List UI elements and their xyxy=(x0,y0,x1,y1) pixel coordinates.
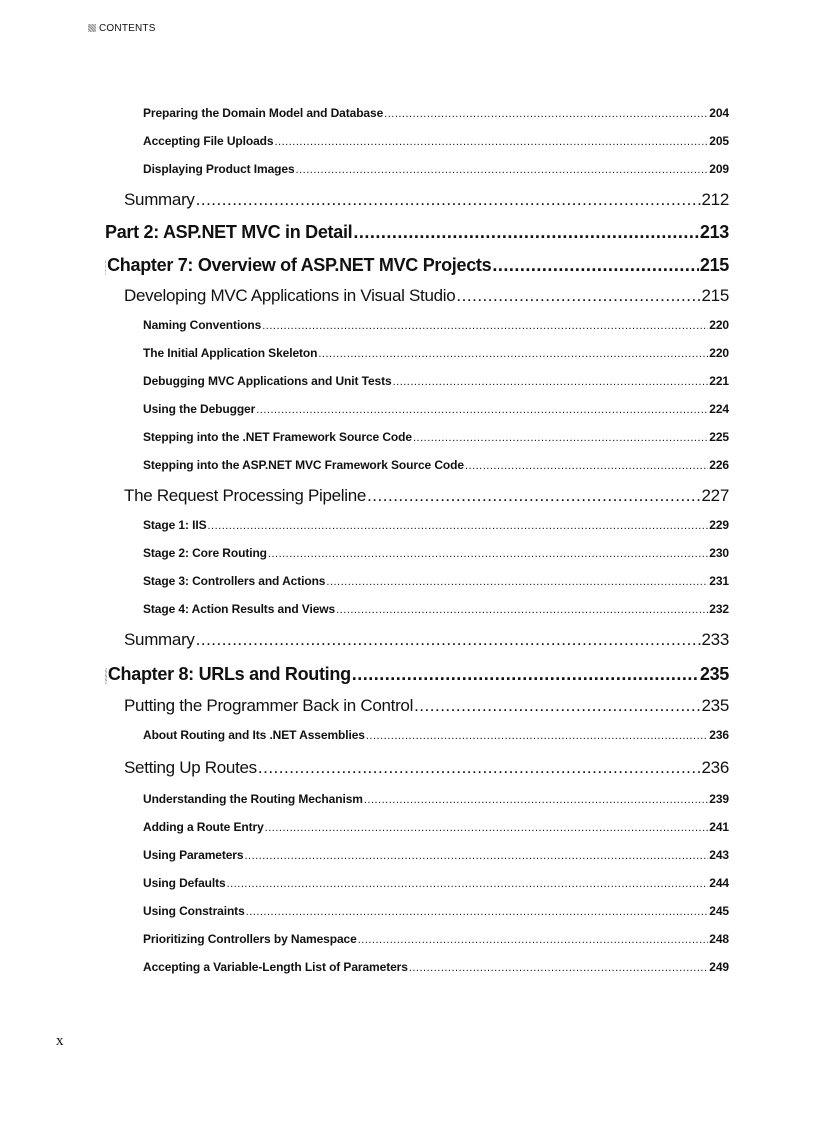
dot-leader xyxy=(196,630,701,650)
toc-entry-title: Setting Up Routes xyxy=(124,758,257,777)
toc-entry-title: Part 2: ASP.NET MVC in Detail xyxy=(105,222,353,242)
toc-entry-title: Summary xyxy=(124,630,195,649)
toc-entry-page: 249 xyxy=(709,960,729,974)
toc-entry-page: 209 xyxy=(709,162,729,176)
toc-entry-page: 224 xyxy=(709,402,729,416)
toc-entry-page: 205 xyxy=(709,134,729,148)
toc-entry-title: Stepping into the .NET Framework Source Code xyxy=(143,430,412,444)
toc-entry-title: Developing MVC Applications in Visual Studio xyxy=(124,286,456,305)
toc-entry-title: Preparing the Domain Model and Database xyxy=(143,106,384,120)
dot-leader xyxy=(336,604,708,616)
dot-leader xyxy=(352,664,699,685)
dot-leader xyxy=(275,136,709,148)
toc-entry-page: 243 xyxy=(709,848,729,862)
dot-leader xyxy=(326,576,708,588)
toc-entry-page: 236 xyxy=(709,728,729,742)
toc-entry[interactable] xyxy=(124,486,729,508)
toc-entry-title: Using Parameters xyxy=(143,848,244,862)
toc-entry[interactable] xyxy=(143,602,729,618)
dot-leader xyxy=(492,255,699,276)
toc-entry-page: 227 xyxy=(701,486,729,505)
toc-entry-page: 235 xyxy=(701,696,729,715)
toc-entry-page: 241 xyxy=(709,820,729,834)
toc-entry[interactable] xyxy=(143,932,729,948)
toc-entry[interactable] xyxy=(143,430,729,446)
toc-entry-page: 215 xyxy=(701,286,729,305)
toc-entry-title: Chapter 8: URLs and Routing xyxy=(107,664,351,684)
toc-entry-title: Stage 2: Core Routing xyxy=(143,546,267,560)
dot-leader xyxy=(296,164,709,176)
toc-entry-title: Naming Conventions xyxy=(143,318,262,332)
toc-entry-page: 230 xyxy=(709,546,729,560)
toc-entry[interactable] xyxy=(143,876,729,892)
toc-entry-title: Understanding the Routing Mechanism xyxy=(143,792,363,806)
toc-entry-title: Putting the Programmer Back in Control xyxy=(124,696,414,715)
toc-entry-page: 225 xyxy=(709,430,729,444)
toc-entry-title: Using Defaults xyxy=(143,876,226,890)
toc-entry[interactable] xyxy=(143,904,729,920)
dot-leader xyxy=(227,878,709,890)
toc-entry[interactable] xyxy=(143,546,729,562)
toc-entry[interactable] xyxy=(143,162,729,178)
dot-leader xyxy=(256,404,708,416)
dot-leader xyxy=(366,730,708,742)
toc-entry[interactable] xyxy=(124,190,729,212)
toc-entry-page: 248 xyxy=(709,932,729,946)
toc-entry-title: About Routing and Its .NET Assemblies xyxy=(143,728,365,742)
dot-leader xyxy=(364,794,708,806)
toc-entry-page: 213 xyxy=(699,222,729,242)
toc-entry[interactable] xyxy=(143,374,729,390)
dot-leader xyxy=(456,286,700,306)
chapter-marker-icon xyxy=(105,259,106,275)
toc-entry[interactable] xyxy=(143,792,729,808)
toc-entry[interactable] xyxy=(143,318,729,334)
toc-entry-title: Using the Debugger xyxy=(143,402,256,416)
toc-entry-title: Accepting File Uploads xyxy=(143,134,274,148)
toc-entry[interactable] xyxy=(124,758,729,780)
toc-entry-title: Stage 3: Controllers and Actions xyxy=(143,574,326,588)
dot-leader xyxy=(244,850,708,862)
dot-leader xyxy=(246,906,709,918)
dot-leader xyxy=(318,348,708,360)
toc-part-entry[interactable] xyxy=(105,222,729,246)
page-folio: x xyxy=(56,1033,64,1049)
toc-entry-page: 226 xyxy=(709,458,729,472)
dot-leader xyxy=(367,486,700,506)
toc-entry-page: 220 xyxy=(709,346,729,360)
toc-entry[interactable] xyxy=(143,518,729,534)
toc-entry-page: 232 xyxy=(709,602,729,616)
toc-entry[interactable] xyxy=(143,574,729,590)
toc-entry[interactable] xyxy=(143,728,729,744)
dot-leader xyxy=(265,822,709,834)
toc-chapter-entry[interactable] xyxy=(105,664,729,688)
dot-leader xyxy=(208,520,709,532)
toc-entry-title: Displaying Product Images xyxy=(143,162,295,176)
running-header-label: CONTENTS xyxy=(99,22,156,34)
toc-entry-page: 215 xyxy=(699,255,729,275)
dot-leader xyxy=(353,222,698,243)
toc-entry[interactable] xyxy=(124,630,729,652)
toc-entry-page: 239 xyxy=(709,792,729,806)
dot-leader xyxy=(268,548,708,560)
dot-leader xyxy=(358,934,709,946)
toc-entry-page: 221 xyxy=(709,374,729,388)
dot-leader xyxy=(465,460,708,472)
toc-entry[interactable] xyxy=(143,960,729,976)
toc-entry-title: Stage 4: Action Results and Views xyxy=(143,602,336,616)
toc-entry-title: Prioritizing Controllers by Namespace xyxy=(143,932,357,946)
toc-entry-page: 236 xyxy=(701,758,729,777)
toc-entry-title: Chapter 7: Overview of ASP.NET MVC Projects xyxy=(107,255,492,275)
dot-leader xyxy=(414,696,700,716)
toc-entry-title: Adding a Route Entry xyxy=(143,820,264,834)
dot-leader xyxy=(413,432,708,444)
toc-entry-title: The Initial Application Skeleton xyxy=(143,346,318,360)
toc-entry[interactable] xyxy=(143,458,729,474)
toc-entry[interactable] xyxy=(124,696,729,718)
toc-chapter-entry[interactable] xyxy=(105,255,729,279)
toc-entry[interactable] xyxy=(143,134,729,150)
toc-entry-page: 244 xyxy=(709,876,729,890)
toc-entry-title: Stage 1: IIS xyxy=(143,518,207,532)
toc-entry-title: The Request Processing Pipeline xyxy=(124,486,367,505)
dot-leader xyxy=(196,190,701,210)
dot-leader xyxy=(409,962,708,974)
toc-entry-title: Accepting a Variable-Length List of Parameters xyxy=(143,960,408,974)
toc-entry-page: 212 xyxy=(701,190,729,209)
toc-entry-page: 220 xyxy=(709,318,729,332)
toc-entry-title: Using Constraints xyxy=(143,904,245,918)
toc-entry[interactable] xyxy=(143,106,729,122)
toc-entry[interactable] xyxy=(143,820,729,836)
toc-entry-page: 229 xyxy=(709,518,729,532)
dot-leader xyxy=(262,320,708,332)
chapter-marker-icon xyxy=(105,668,107,684)
toc-entry-title: Debugging MVC Applications and Unit Tests xyxy=(143,374,392,388)
toc-entry[interactable] xyxy=(143,402,729,418)
toc-entry[interactable] xyxy=(143,346,729,362)
toc-entry-page: 231 xyxy=(709,574,729,588)
dot-leader xyxy=(258,758,701,778)
toc-entry-title: Summary xyxy=(124,190,195,209)
toc-entry[interactable] xyxy=(143,848,729,864)
toc-entry-page: 204 xyxy=(709,106,729,120)
toc-entry-title: Stepping into the ASP.NET MVC Framework Source Code xyxy=(143,458,464,472)
toc-entry-page: 235 xyxy=(699,664,729,684)
toc-entry-page: 233 xyxy=(701,630,729,649)
dot-leader xyxy=(393,376,709,388)
dot-leader xyxy=(384,108,708,120)
toc-entry-page: 245 xyxy=(709,904,729,918)
toc-entry[interactable] xyxy=(124,286,729,308)
